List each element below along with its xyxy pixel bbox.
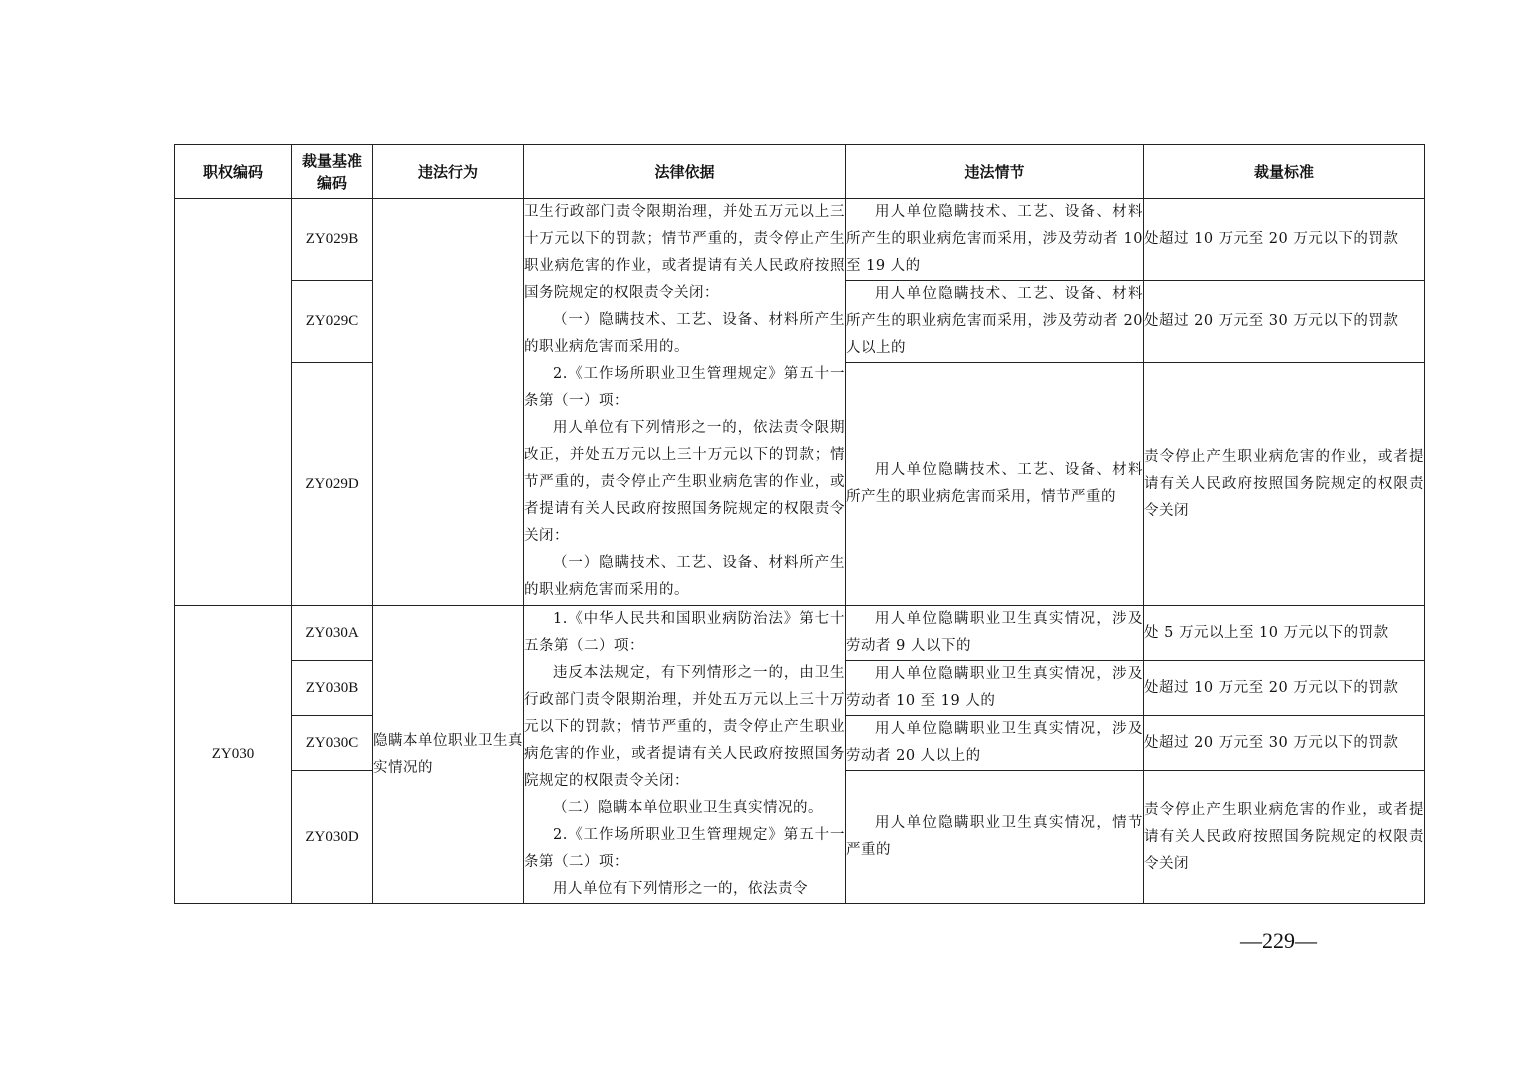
qingjie-cell — [846, 281, 1144, 363]
biaozhun-cell — [1144, 661, 1425, 716]
xingwei-cell — [373, 606, 524, 904]
header-biaozhun: 裁量标准 — [1144, 145, 1425, 199]
xingwei-text: 隐瞒本单位职业卫生真实情况的 — [373, 732, 523, 776]
law-paragraph: 用人单位有下列情形之一的，依法责令限期改正，并处五万元以上三十万元以下的罚款；情节严重的，责令停止产生职业病危害的作业，或者提请有关人民政府按照国务院规定的权限责令关闭： — [524, 420, 845, 544]
law-paragraph: （一）隐瞒技术、工艺、设备、材料所产生的职业病危害而采用的。 — [524, 312, 845, 355]
law-paragraph: 2.《工作场所职业卫生管理规定》第五十一条第（二）项： — [524, 827, 845, 870]
qingjie-text: 用人单位隐瞒技术、工艺、设备、材料所产生的职业病危害而采用，涉及劳动者 20 人以上的 — [846, 286, 1143, 356]
qingjie-text: 用人单位隐瞒职业卫生真实情况，涉及劳动者 20 人以上的 — [846, 721, 1143, 764]
jizhun-code: ZY030C — [292, 716, 373, 771]
jizhun-code: ZY030D — [292, 771, 373, 904]
qingjie-cell — [846, 771, 1144, 904]
table-row — [175, 199, 1425, 281]
law-basis-cell — [524, 606, 846, 904]
jizhun-code: ZY030A — [292, 606, 373, 661]
biaozhun-text: 处超过 20 万元至 30 万元以下的罚款 — [1144, 734, 1399, 751]
zhiquan-cell-empty — [175, 199, 292, 606]
qingjie-cell — [846, 661, 1144, 716]
biaozhun-text: 处超过 20 万元至 30 万元以下的罚款 — [1144, 313, 1399, 329]
law-paragraph: 用人单位有下列情形之一的，依法责令 — [553, 881, 808, 897]
jizhun-code: ZY030B — [292, 661, 373, 716]
discretion-table — [174, 144, 1425, 904]
qingjie-text: 用人单位隐瞒职业卫生真实情况，涉及劳动者 10 至 19 人的 — [846, 666, 1143, 709]
law-basis-cell — [524, 199, 846, 606]
jizhun-code: ZY029B — [292, 199, 373, 281]
header-yiju: 法律依据 — [524, 145, 846, 199]
header-row — [175, 145, 1425, 199]
biaozhun-cell — [1144, 281, 1425, 363]
qingjie-text: 用人单位隐瞒职业卫生真实情况，涉及劳动者 9 人以下的 — [846, 611, 1143, 654]
law-paragraph: 违反本法规定，有下列情形之一的，由卫生行政部门责令限期治理，并处五万元以上三十万元以下的罚款；情节严重的，责令停止产生职业病危害的作业，或者提请有关人民政府按照国务院规定的权限责令关闭： — [524, 665, 845, 789]
qingjie-text: 用人单位隐瞒职业卫生真实情况，情节严重的 — [846, 815, 1143, 858]
xingwei-cell-empty — [373, 199, 524, 606]
biaozhun-text: 处超过 10 万元至 20 万元以下的罚款 — [1144, 679, 1399, 696]
table-row — [175, 606, 1425, 661]
law-paragraph: 1.《中华人民共和国职业病防治法》第七十五条第（二）项： — [524, 611, 845, 654]
biaozhun-cell — [1144, 363, 1425, 606]
zhiquan-code: ZY030 — [175, 606, 292, 904]
header-xingwei: 违法行为 — [373, 145, 524, 199]
law-paragraph: （一）隐瞒技术、工艺、设备、材料所产生的职业病危害而采用的。 — [524, 555, 845, 598]
qingjie-cell — [846, 606, 1144, 661]
qingjie-text: 用人单位隐瞒技术、工艺、设备、材料所产生的职业病危害而采用，涉及劳动者 10 至 19 人的 — [846, 204, 1143, 274]
biaozhun-text: 责令停止产生职业病危害的作业，或者提请有关人民政府按照国务院规定的权限责令关闭 — [1144, 448, 1424, 519]
biaozhun-text: 责令停止产生职业病危害的作业，或者提请有关人民政府按照国务院规定的权限责令关闭 — [1144, 801, 1424, 872]
header-zhiquan: 职权编码 — [175, 145, 292, 199]
header-jizhun: 裁量基准编码 — [292, 145, 373, 199]
qingjie-cell — [846, 363, 1144, 606]
biaozhun-cell — [1144, 716, 1425, 771]
jizhun-code: ZY029C — [292, 281, 373, 363]
biaozhun-text: 处 5 万元以上至 10 万元以下的罚款 — [1144, 624, 1389, 641]
jizhun-code: ZY029D — [292, 363, 373, 606]
law-paragraph: 卫生行政部门责令限期治理，并处五万元以上三十万元以下的罚款；情节严重的，责令停止产生职业病危害的作业，或者提请有关人民政府按照国务院规定的权限责令关闭： — [524, 204, 845, 301]
qingjie-text: 用人单位隐瞒技术、工艺、设备、材料所产生的职业病危害而采用，情节严重的 — [846, 462, 1143, 505]
qingjie-cell — [846, 199, 1144, 281]
page-number: —229— — [1240, 928, 1317, 953]
law-paragraph: 2.《工作场所职业卫生管理规定》第五十一条第（一）项： — [524, 366, 845, 409]
biaozhun-cell — [1144, 606, 1425, 661]
header-qingjie: 违法情节 — [846, 145, 1144, 199]
law-paragraph: （二）隐瞒本单位职业卫生真实情况的。 — [553, 800, 823, 816]
qingjie-cell — [846, 716, 1144, 771]
biaozhun-text: 处超过 10 万元至 20 万元以下的罚款 — [1144, 231, 1399, 247]
biaozhun-cell — [1144, 771, 1425, 904]
biaozhun-cell — [1144, 199, 1425, 281]
